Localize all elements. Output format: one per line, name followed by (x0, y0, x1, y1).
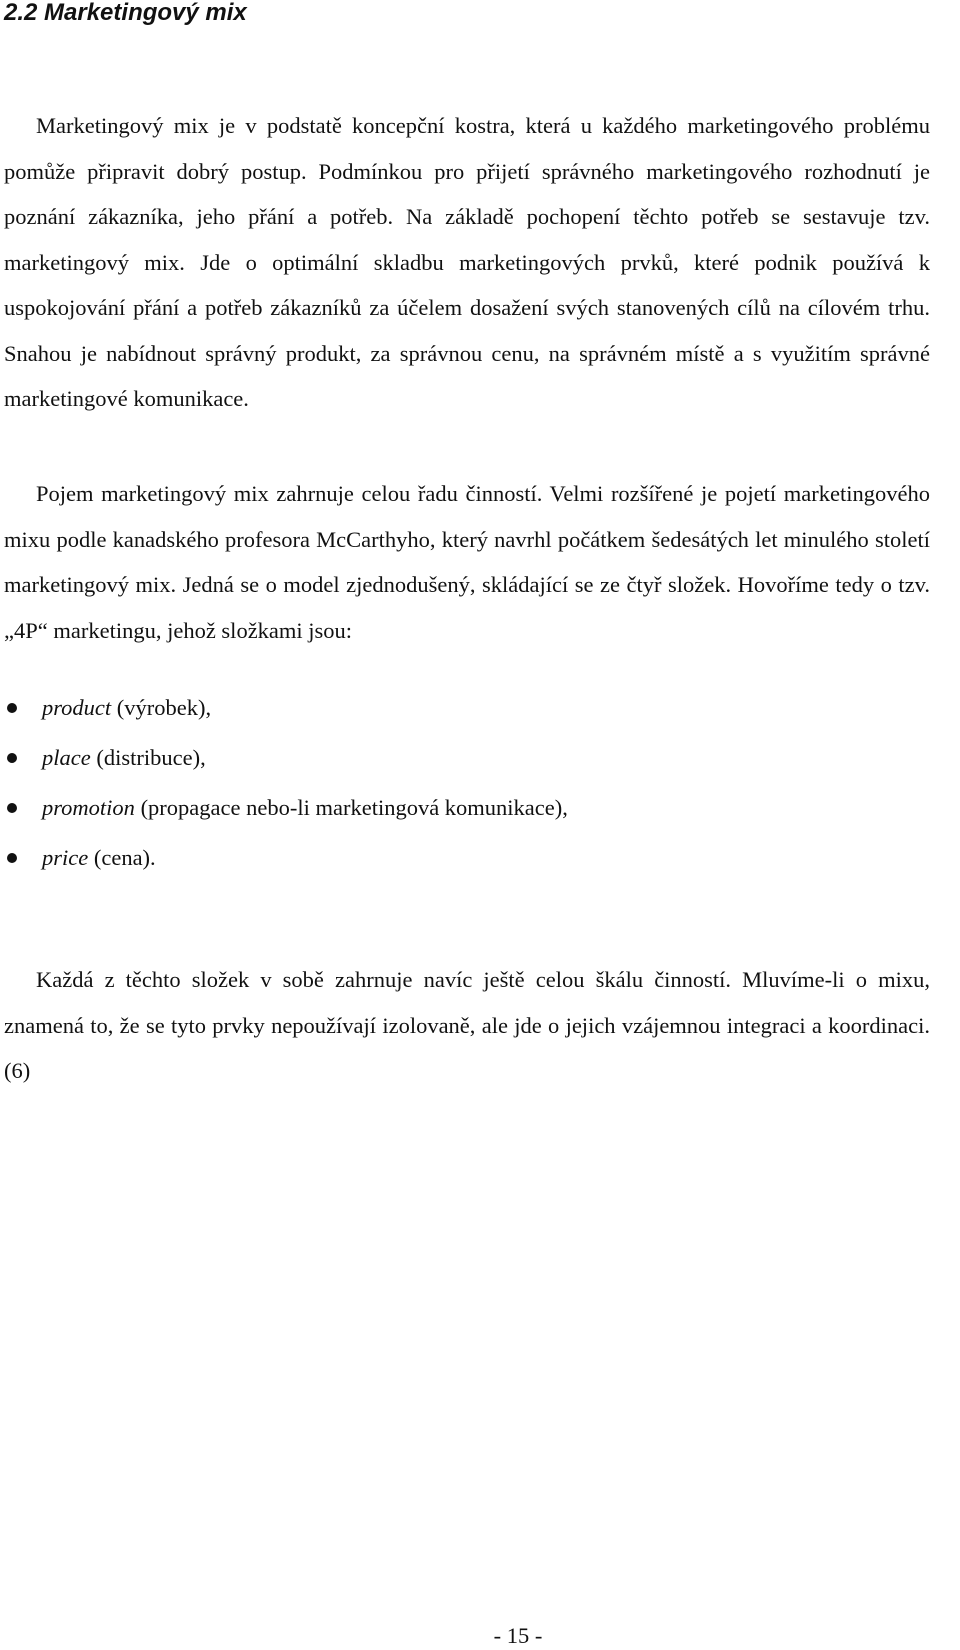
section-heading: 2.2 Marketingový mix (4, 0, 247, 26)
paragraph-conclusion (4, 957, 930, 1094)
bullet-icon (7, 753, 17, 763)
paragraph-text: Každá z těchto složek v sobě zahrnuje navíc ještě celou škálu činností. Mluvíme-li o mixu, znamená to, že se tyto prvky nepoužívají izolovaně, ale jde o jejich vzájemnou integraci a koordinaci. (6) (4, 967, 930, 1083)
list-item-place (4, 744, 568, 794)
list-item-term: price (42, 845, 89, 870)
list-item-promotion (4, 794, 568, 844)
bullet-icon (7, 853, 17, 863)
list-item-term: place (42, 745, 91, 770)
list-item-product (4, 694, 568, 744)
list-item-term: promotion (42, 795, 135, 820)
list-item-description: (propagace nebo-li marketingová komunikace), (140, 795, 568, 820)
paragraph-text: Marketingový mix je v podstatě koncepční kostra, která u každého marketingového problému pomůže připravit dobrý postup. Podmínkou pro přijetí správného marketingového rozhodnutí je poznání zákazníka, jeho přání a potřeb. Na základě pochopení těchto potřeb se sestavuje tzv. marketingový mix. Jde o optimální skladbu marketingových prvků, které podnik používá k uspokojování přání a potřeb zákazníků za účelem dosažení svých stanovených cílů na cílovém trhu. Snahou je nabídnout správný produkt, za správnou cenu, na správném místě a s využitím správné marketingové komunikace. (4, 113, 930, 411)
page-number: - 15 - (493, 1623, 543, 1648)
list-item-price (4, 844, 568, 894)
paragraph-intro (4, 103, 930, 422)
bullet-icon (7, 703, 17, 713)
list-item-description: (distribuce), (96, 745, 206, 770)
list-item-description: (výrobek), (116, 695, 212, 720)
paragraph-text: Pojem marketingový mix zahrnuje celou řadu činností. Velmi rozšířené je pojetí marketingového mixu podle kanadského profesora McCarthyho, který navrhl počátkem šedesátých let minulého století marketingový mix. Jedná se o model zjednodušený, skládající se ze čtyř složek. Hovoříme tedy o tzv. „4P“ marketingu, jehož složkami jsou: (4, 481, 930, 643)
four-p-list (4, 694, 568, 894)
bullet-icon (7, 803, 17, 813)
paragraph-4p (4, 471, 930, 653)
list-item-description: (cena). (93, 845, 156, 870)
list-item-term: product (42, 695, 112, 720)
